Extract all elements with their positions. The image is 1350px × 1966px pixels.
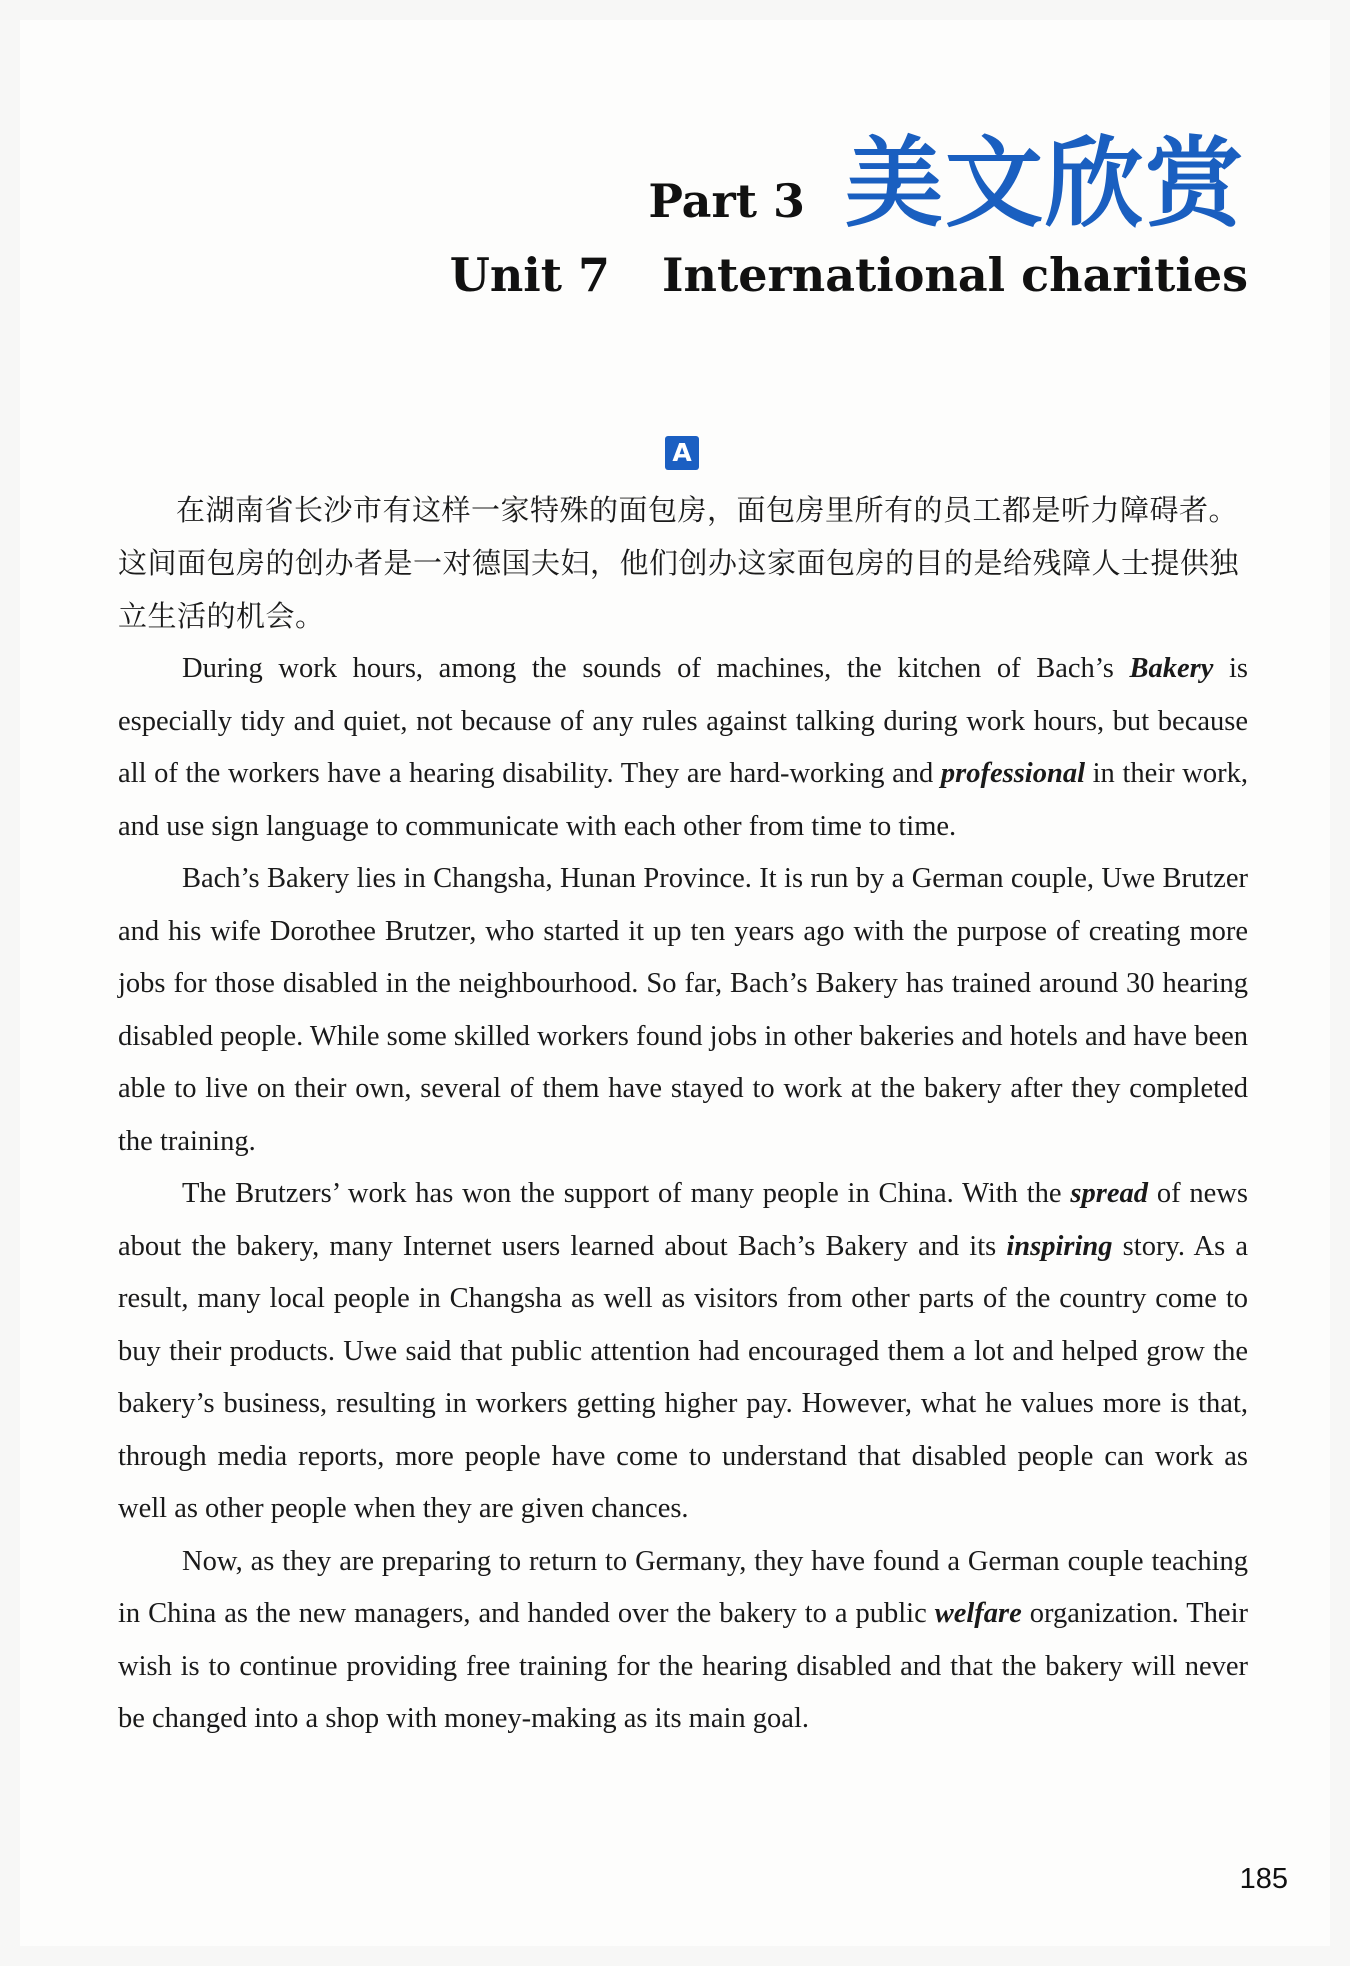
english-passage [118,643,1248,1746]
unit-number: Unit 7 [449,248,611,302]
unit-heading [450,248,1248,302]
chinese-intro-paragraph: 在湖南省长沙市有这样一家特殊的面包房，面包房里所有的员工都是听力障碍者。这间面包房的创办者是一对德国夫妇，他们创办这家面包房的目的是给残障人士提供独立生活的机会。 [118,493,1240,633]
paragraph-text: is especially tidy and quiet, not because of any rules against talking during work hours, but because all of the workers have a hearing disability. They are hard-working and [118,653,1249,789]
vocabulary-keyword: professional [940,758,1085,789]
vocabulary-keyword: Bakery [1129,653,1214,684]
paragraph-text: in their work, and use sign language to communicate with each other from time to time. [118,758,1249,842]
part-header [648,127,1245,241]
paragraph-text: The Brutzers’ work has won the support of many people in China. With the [182,1178,1071,1209]
paragraph-text: of news about the bakery, many Internet users learned about Bach’s Bakery and its [118,1178,1248,1262]
vocabulary-keyword: spread [1070,1178,1148,1209]
paragraph-text: organization. Their wish is to continue providing free training for the hearing disabled and that the bakery will never be changed into a shop with money-making as its main goal. [118,1598,1248,1734]
page-number: 185 [1239,1863,1288,1895]
chinese-section-title: 美文欣赏 [844,127,1245,241]
vocabulary-keyword: inspiring [1006,1230,1113,1262]
paragraph-text: story. As a result, many local people in Changsha as well as visitors from other parts of the country come to buy their products. Uwe said that public attention had encouraged them a lot and helped grow the bakery’s business, resulting in workers getting higher pay. However, what he values more is that, through media reports, more people have come to understand that disabled people can work as well as other people when they are given chances. [118,1230,1249,1524]
paragraph-text: Bach’s Bakery lies in Changsha, Hunan Province. It is run by a German couple, Uwe Brutzer and his wife Dorothee Brutzer, who started it up ten years ago with the purpose of creating more jobs for those disabled in the neighbourhood. So far, Bach’s Bakery has trained around 30 hearing disabled people. While some skilled workers found jobs in other bakeries and hotels and have been able to live on their own, several of them have stayed to work at the bakery after they completed the training. [118,863,1248,1157]
section-badge: A [665,436,699,470]
english-paragraph [118,1168,1248,1536]
part-label: Part 3 [648,174,805,228]
article-body [118,484,1248,1746]
english-paragraph [118,643,1248,853]
unit-title: International charities [662,248,1248,302]
paragraph-text: During work hours, among the sounds of machines, the kitchen of Bach’s [182,653,1130,684]
vocabulary-keyword: welfare [934,1598,1022,1629]
english-paragraph [118,853,1248,1168]
paragraph-text: Now, as they are preparing to return to Germany, they have found a German couple teaching in China as the new managers, and handed over the bakery to a public [118,1545,1248,1629]
english-paragraph [118,1536,1248,1746]
